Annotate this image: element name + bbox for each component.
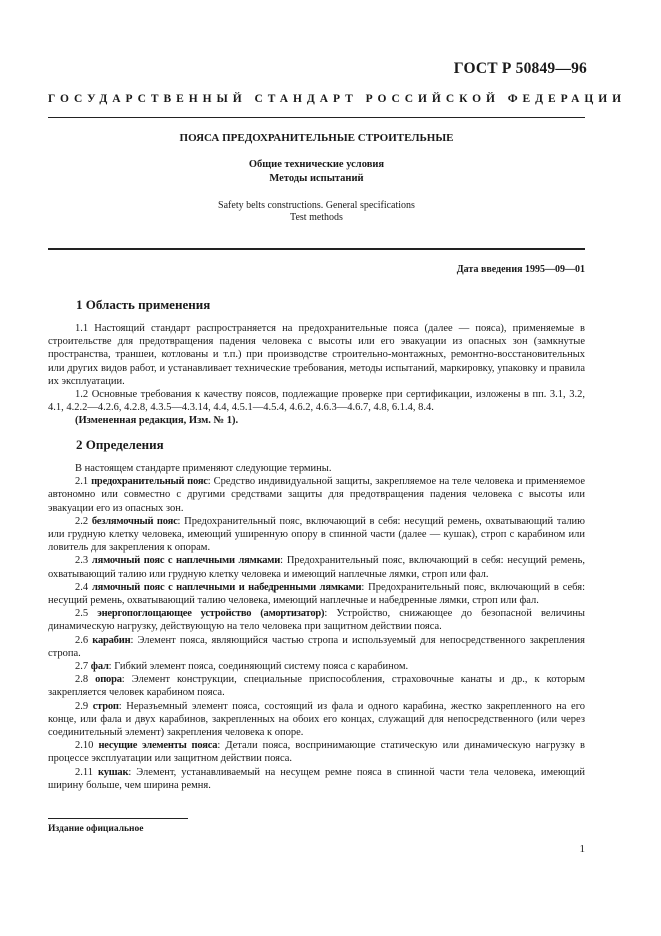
definition-term: энергопоглощающее устройство (амортизатор) bbox=[97, 608, 325, 620]
paragraph-1-1: 1.1 Настоящий стандарт распространяется на предохранительные пояса (далее — пояса), применяемые в строительстве для предотвращения падения человека с высоты или его эвакуации из опасных зон (замкнутые пространства, траншеи, котлованы и т.п.) при производстве строительно-монтажных, ремонтно-восстановительных или других видов работ, и устанавливает технические требования, методы испытаний, маркировку, упаковку и правила их эксплуатации. bbox=[48, 323, 585, 387]
definition-separator: : bbox=[121, 674, 125, 686]
definition-separator: : bbox=[177, 515, 181, 527]
definition-text: Гибкий элемент пояса, соединяющий систему пояса с карабином. bbox=[114, 661, 409, 673]
english-title-line-2: Test methods bbox=[290, 212, 343, 223]
subtitle-line-2: Методы испытаний bbox=[269, 173, 364, 184]
section-2-heading: 2 Определения bbox=[76, 437, 164, 452]
footer-divider bbox=[48, 818, 188, 819]
definition-term: безлямочный пояс bbox=[91, 515, 178, 527]
definition-item bbox=[48, 766, 585, 792]
introduction-date: Дата введения 1995—09—01 bbox=[456, 264, 585, 275]
document-title: ПОЯСА ПРЕДОХРАНИТЕЛЬНЫЕ СТРОИТЕЛЬНЫЕ bbox=[179, 132, 454, 144]
definition-separator: : bbox=[217, 740, 221, 752]
definitions-list bbox=[48, 475, 585, 792]
section-1-heading: 1 Область применения bbox=[76, 297, 211, 312]
definition-term: лямочный пояс с наплечными и набедренными лямками bbox=[91, 581, 362, 593]
definition-number: 2.10 bbox=[75, 740, 94, 752]
definition-term: лямочный пояс с наплечными лямками bbox=[91, 555, 281, 567]
definition-number: 2.1 bbox=[75, 476, 89, 488]
definition-text: Предохранительный пояс, включающий в себя: несущий ремень, охватывающий талию человека, имеющий наплечные и набедренные лямки, строп или фал. bbox=[48, 581, 585, 607]
definition-term: фал bbox=[90, 661, 109, 673]
definition-number: 2.6 bbox=[75, 634, 89, 646]
english-title bbox=[48, 200, 585, 224]
definition-item bbox=[48, 607, 585, 633]
definition-item bbox=[48, 515, 585, 555]
definition-number: 2.7 bbox=[75, 661, 89, 673]
definition-number: 2.4 bbox=[75, 581, 89, 593]
page-number: 1 bbox=[579, 843, 585, 855]
definition-item bbox=[48, 739, 585, 765]
definition-number: 2.3 bbox=[75, 555, 89, 567]
definition-number: 2.5 bbox=[75, 608, 89, 620]
section-1-body bbox=[48, 322, 585, 428]
definition-item bbox=[48, 475, 585, 515]
definition-separator: : bbox=[130, 634, 134, 646]
definition-separator: : bbox=[128, 766, 132, 778]
amendment-note: (Измененная редакция, Изм. № 1). bbox=[75, 415, 239, 427]
definition-term: опора bbox=[95, 674, 122, 686]
state-standard-banner: ГОСУДАРСТВЕННЫЙ СТАНДАРТ РОССИЙСКОЙ ФЕДЕРАЦИИ bbox=[48, 93, 627, 105]
section-2-body bbox=[48, 462, 585, 792]
subtitle-line-1: Общие технические условия bbox=[248, 159, 385, 170]
definition-term: предохранительный пояс bbox=[91, 476, 208, 488]
definition-term: несущие элементы пояса bbox=[98, 740, 218, 752]
definition-separator: : bbox=[324, 608, 328, 620]
definition-separator: : bbox=[361, 581, 365, 593]
definition-item bbox=[48, 581, 585, 607]
definition-item bbox=[48, 660, 585, 673]
definition-item bbox=[48, 673, 585, 699]
definition-text: Предохранительный пояс, включающий в себя: несущий ремень, охватывающий талию или грудную клетку человека и имеющий наплечные лямки, строп или фал. bbox=[48, 555, 586, 580]
definition-number: 2.2 bbox=[75, 515, 89, 527]
definition-separator: : bbox=[280, 555, 284, 567]
definition-number: 2.11 bbox=[75, 766, 93, 778]
english-title-line-1: Safety belts constructions. General specifications bbox=[218, 200, 415, 211]
document-subtitle bbox=[48, 158, 585, 186]
top-divider bbox=[48, 117, 585, 118]
paragraph-1-2: 1.2 Основные требования к качеству поясов, подлежащие проверке при сертификации, изложены в пп. 3.1, 3.2, 4.1, 4.2.2—4.2.6, 4.2.8, 4.3.5—4.3.14, 4.4, 4.5.1—4.5.4, 4.6.2, 4.6.3—4.6.7, 4.8, 6.1.4, 8.4. bbox=[48, 389, 585, 414]
definition-separator: : bbox=[207, 476, 211, 488]
definition-separator: : bbox=[108, 661, 112, 673]
definition-text: Предохранительный пояс, включающий в себя: несущий ремень, охватывающий талию или грудную клетку человека, имеющий уширенную опору в спинной части (далее — кушак), строп с карабином или ловитель для закрепления к опорам. bbox=[48, 515, 586, 554]
definition-text: Элемент конструкции, специальные приспособления, страховочные канаты и др., к которым закрепляется человек карабином пояса. bbox=[48, 674, 585, 699]
definition-term: строп bbox=[92, 700, 119, 712]
definition-text: Элемент, устанавливаемый на несущем ремне пояса в спинной части тела человека, имеющий ширину больше, чем ширина ремня. bbox=[48, 766, 585, 791]
definition-text: Элемент пояса, являющийся частью стропа и используемый для непосредственного закрепления стропа. bbox=[48, 634, 585, 659]
definition-text: Детали пояса, воспринимающие статическую или динамическую нагрузку в процессе эксплуатации или защитном действии пояса. bbox=[48, 740, 585, 765]
definition-text: Устройство, снижающее до безопасной величины динамическую нагрузку, действующую на тело человека при защитном действии пояса. bbox=[48, 608, 585, 633]
definition-number: 2.9 bbox=[75, 700, 89, 712]
definitions-intro: В настоящем стандарте применяют следующие термины. bbox=[75, 463, 332, 474]
definition-text: Неразъемный элемент пояса, состоящий из фала и одного карабина, жестко закрепленного на его конце, или фала и двух карабинов, закрепленных на обоих его концах, служащий для непосредственного (или через соединительный элемент) закрепления человека к опоре. bbox=[48, 700, 586, 739]
definition-item bbox=[48, 700, 585, 740]
standard-number: ГОСТ Р 50849—96 bbox=[453, 60, 587, 77]
definition-term: кушак bbox=[98, 766, 129, 778]
definition-text: Средство индивидуальной защиты, закрепляемое на теле человека и применяемое автономно или совместно с другими средствами защиты для предотвращения падения человека с высоты или эвакуации его из опасных зон. bbox=[48, 476, 586, 514]
definition-item bbox=[48, 634, 585, 660]
edition-note: Издание официальное bbox=[48, 824, 144, 834]
definition-separator: : bbox=[118, 700, 122, 712]
header-divider bbox=[48, 248, 585, 250]
definition-term: карабин bbox=[92, 634, 131, 646]
definition-item bbox=[48, 554, 585, 580]
definition-number: 2.8 bbox=[75, 674, 89, 686]
